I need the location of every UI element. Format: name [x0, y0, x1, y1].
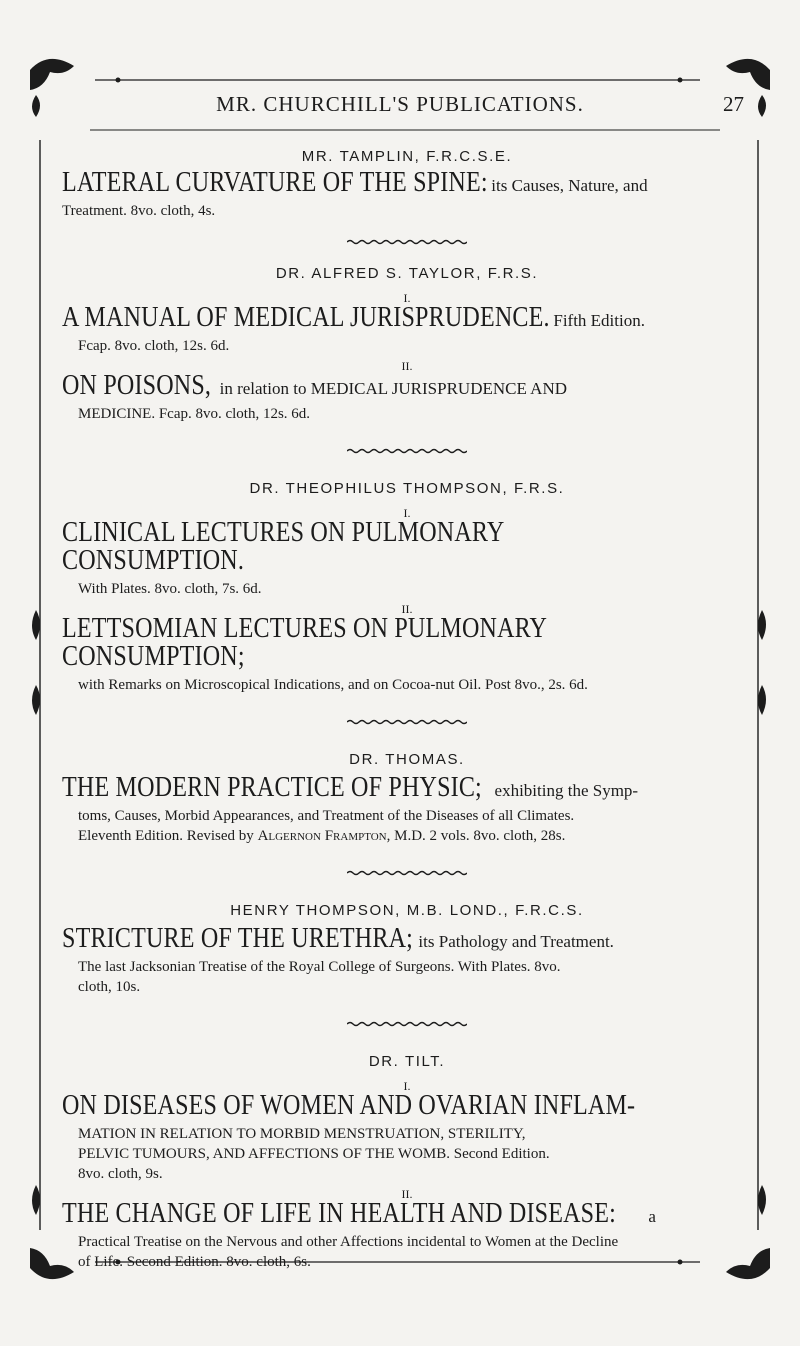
book-subtitle: a [644, 1207, 656, 1226]
book-title: THE CHANGE OF LIFE IN HEALTH AND DISEASE: [62, 1198, 616, 1229]
entry-number: I. [403, 1079, 411, 1093]
entry-number: I. [403, 291, 411, 305]
author-heading: DR. THEOPHILUS THOMPSON, F.R.S. [249, 480, 565, 497]
book-entry [62, 615, 752, 675]
book-detail [78, 826, 752, 846]
book-title: STRICTURE OF THE URETHRA; [62, 923, 414, 954]
book-detail: of Life. Second Edition. 8vo. cloth, 6s. [78, 1254, 311, 1270]
reviser-name: Algernon Frampton, [257, 828, 391, 844]
entry-number: II. [401, 602, 413, 616]
book-entry [62, 372, 752, 404]
book-title: ON POISONS, [62, 370, 212, 401]
book-entry [62, 304, 752, 336]
book-detail: Practical Treatise on the Nervous and other Affections incidental to Women at the Decline [78, 1234, 619, 1250]
book-entry [62, 1200, 752, 1232]
book-title: CLINICAL LECTURES ON PULMONARY CONSUMPTION. [62, 517, 504, 576]
wavy-separator [347, 1021, 467, 1027]
wavy-separator [347, 448, 467, 454]
page-number: 27 [723, 92, 744, 116]
book-entry [62, 169, 752, 201]
entry-number: II. [401, 359, 413, 373]
author-heading: DR. ALFRED S. TAYLOR, F.R.S. [275, 265, 539, 282]
author-heading: DR. TILT. [368, 1053, 446, 1070]
book-title: LATERAL CURVATURE OF THE SPINE: [62, 167, 488, 198]
book-detail: cloth, 10s. [78, 979, 141, 995]
book-detail: Treatment. 8vo. cloth, 4s. [62, 203, 216, 219]
book-subtitle: Fifth Edition. [549, 311, 645, 330]
book-detail: MATION IN RELATION TO MORBID MENSTRUATION, STERILITY, [78, 1126, 526, 1142]
book-entry [62, 519, 752, 579]
book-subtitle: exhibiting the Symp- [490, 781, 639, 800]
book-subtitle: in relation to MEDICAL JURISPRUDENCE AND [215, 379, 568, 398]
wavy-separator [347, 870, 467, 876]
wavy-separator [347, 239, 467, 245]
book-subtitle: its Causes, Nature, and [487, 176, 648, 195]
book-entry [62, 1092, 752, 1124]
book-detail: 8vo. cloth, 9s. [78, 1166, 163, 1182]
author-heading: MR. TAMPLIN, F.R.C.S.E. [301, 148, 513, 165]
book-detail: With Plates. 8vo. cloth, 7s. 6d. [78, 581, 262, 597]
book-title: A MANUAL OF MEDICAL JURISPRUDENCE. [62, 302, 550, 333]
book-title: LETTSOMIAN LECTURES ON PULMONARY CONSUMPTION; [62, 613, 547, 672]
book-detail: MEDICINE. Fcap. 8vo. cloth, 12s. 6d. [78, 406, 311, 422]
catalogue-body [62, 148, 752, 1272]
detail-text: M.D. 2 vols. 8vo. cloth, 28s. [390, 828, 566, 844]
author-heading: HENRY THOMPSON, M.B. LOND., F.R.C.S. [230, 902, 584, 919]
running-title: MR. CHURCHILL'S PUBLICATIONS. [216, 92, 584, 116]
book-detail: Fcap. 8vo. cloth, 12s. 6d. [78, 338, 230, 354]
book-subtitle: its Pathology and Treatment. [414, 932, 614, 951]
book-entry [62, 774, 752, 806]
book-detail: PELVIC TUMOURS, AND AFFECTIONS OF THE WOMB. Second Edition. [78, 1146, 550, 1162]
book-detail: with Remarks on Microscopical Indications, and on Cocoa-nut Oil. Post 8vo., 2s. 6d. [78, 677, 588, 693]
book-detail: The last Jacksonian Treatise of the Royal College of Surgeons. With Plates. 8vo. [78, 959, 561, 975]
book-detail: toms, Causes, Morbid Appearances, and Treatment of the Diseases of all Climates. [78, 808, 575, 824]
book-entry [62, 925, 752, 957]
book-title: THE MODERN PRACTICE OF PHYSIC; [62, 772, 482, 803]
entry-number: I. [403, 506, 411, 520]
author-heading: DR. THOMAS. [349, 751, 465, 768]
detail-text: Eleventh Edition. Revised by [78, 828, 258, 844]
wavy-separator [347, 719, 467, 725]
book-title: ON DISEASES OF WOMEN AND OVARIAN INFLAM- [62, 1090, 636, 1121]
entry-number: II. [401, 1187, 413, 1201]
